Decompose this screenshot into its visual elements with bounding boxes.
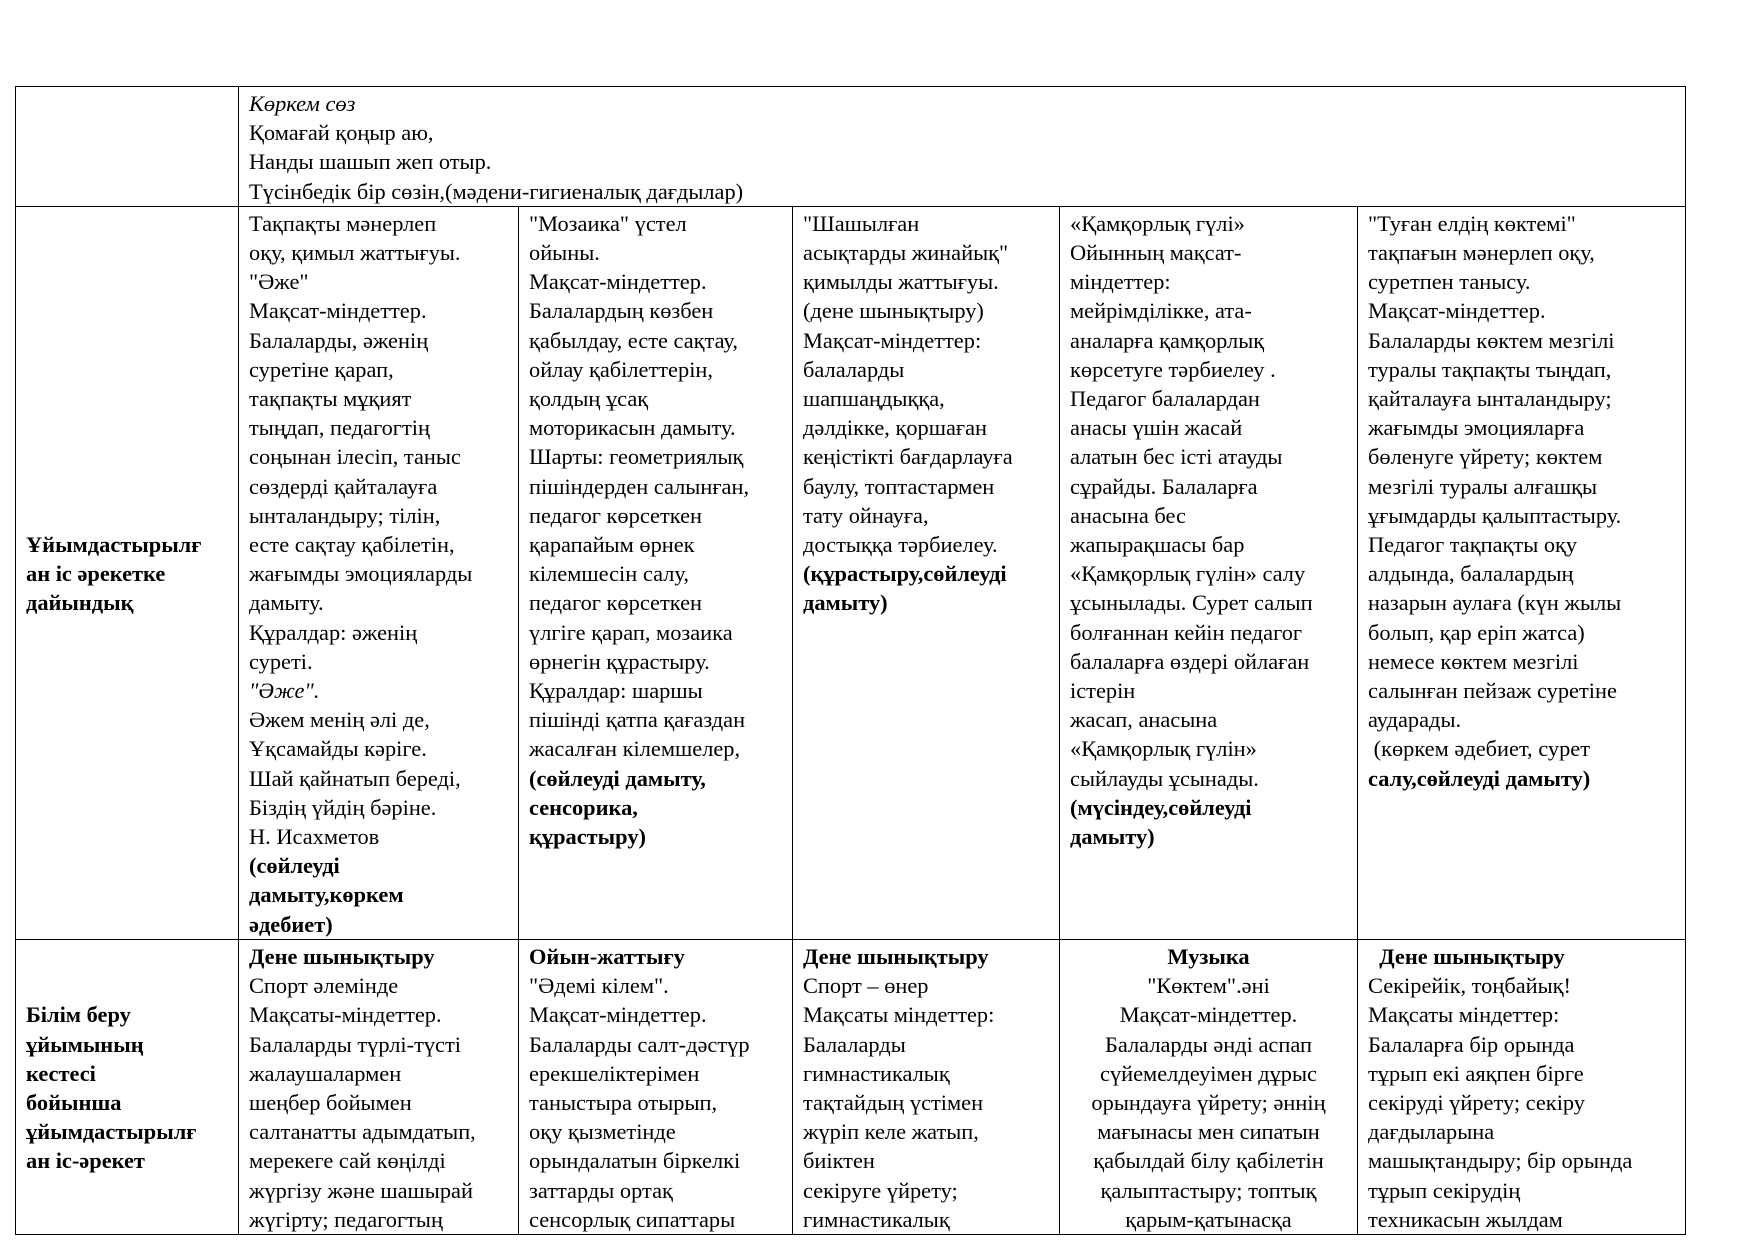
cell-text-line: Балаларды әнді аспап (1105, 1031, 1312, 1057)
cell-text-line: (құрастыру,сөйлеуді (803, 561, 1007, 587)
cell-text-line: биіктен (803, 1148, 875, 1174)
row-label-line: ұйымдастырылғ (26, 1119, 197, 1145)
cell-text-line: сенсорика, (529, 794, 638, 820)
cell-text-line: құрастыру) (529, 824, 646, 850)
cell-text-line: дамыту) (1070, 824, 1155, 850)
cell-text-line: Шарты: геометриялық (529, 444, 744, 470)
cell-text-line: Тақпақты мәнерлеп (249, 210, 437, 236)
cell-text-line: «Қамқорлық гүлін» (1070, 736, 1257, 762)
cell-text-line: "Шашылған (803, 210, 920, 236)
artistic-word-cell (239, 87, 1686, 207)
cell-text-line: жүргізу және шашырай (249, 1177, 473, 1203)
cell-text-line: Балаларды түрлі-түсті (249, 1031, 462, 1057)
cell-text-line: Мақсат-міндеттер: (803, 327, 982, 353)
cell-text-line: дамыту) (803, 590, 888, 616)
cell-text-line: қабылдау, есте сақтау, (529, 327, 738, 353)
cell-text-line: мерекеге сай көңілді (249, 1148, 446, 1174)
row-label-line: кестесі (26, 1060, 96, 1086)
cell-text-line: алатын бес істі атауды (1070, 444, 1283, 470)
cell-text-line: Педагог тақпақты оқу (1368, 532, 1578, 558)
cell-text-line: қимылды жаттығуы. (803, 269, 999, 295)
cell-text-line: қарым-қатынасқа (1125, 1206, 1292, 1232)
cell-text-line: жағымды эмоцияларға (1368, 415, 1585, 441)
prep-cell-5 (1358, 206, 1686, 939)
cell-text-line: жасалған кілемшелер, (529, 736, 741, 762)
cell-text-line: анасына бес (1070, 502, 1186, 528)
schedule-cell-1 (239, 939, 519, 1234)
cell-text-line: болғаннан кейін педагог (1070, 619, 1303, 645)
cell-text-line: достыққа тәрбиелеу. (803, 532, 998, 558)
cell-text-line: (мүсіндеу,сөйлеуді (1070, 794, 1252, 820)
cell-text-line: назарын аулаға (күн жылы (1368, 590, 1622, 616)
cell-text-line: "Әже" (249, 269, 309, 295)
cell-text-line: қарапайым өрнек (529, 532, 695, 558)
cell-text-line: заттарды ортақ (529, 1177, 673, 1203)
cell-text-line: Шай қайнатып береді, (249, 765, 461, 791)
row-label-line: Ұйымдастырылғ (26, 532, 202, 558)
cell-text-line: ойлау қабілеттерін, (529, 356, 713, 382)
cell-text-line: жағымды эмоцияларды (249, 561, 473, 587)
cell-text-line: "Туған елдің көктемі" (1368, 210, 1576, 236)
cell-text-line: үлгіге қарап, мозаика (529, 619, 733, 645)
cell-text-line: тату ойнауға, (803, 502, 929, 528)
artistic-word-title: Көркем сөз (249, 91, 356, 116)
cell-text-line: алдында, балалардың (1368, 561, 1574, 587)
cell-text-line: педагог көрсеткен (529, 502, 703, 528)
cell-text-line: жалаушалармен (249, 1060, 402, 1086)
cell-text-line: пішінді қатпа қағаздан (529, 707, 746, 733)
schedule-cell-4 (1060, 939, 1358, 1234)
row-label-line: ан іс әрекетке (26, 561, 166, 587)
cell-text-line: көрсетуге тәрбиелеу . (1070, 356, 1276, 382)
cell-text-line: мейрімділікке, ата- (1070, 298, 1252, 324)
cell-text-line: аналарға қамқорлық (1070, 327, 1265, 353)
cell-text-line: кеңістікті бағдарлауға (803, 444, 1013, 470)
cell-text-line: Балаларды (803, 1031, 906, 1057)
cell-text-line: гимнастикалық (803, 1206, 950, 1232)
cell-text-line: (дене шынықтыру) (803, 298, 984, 324)
cell-text-line: тақтайдың үстімен (803, 1089, 984, 1115)
cell-text-line: аударады. (1368, 707, 1462, 733)
cell-text-line: Музыка (1167, 943, 1250, 969)
cell-text-line: ұғымдарды қалыптастыру. (1368, 502, 1622, 528)
cell-text-line: ынталандыру; тілін, (249, 502, 441, 528)
row-label-prep (16, 206, 239, 939)
cell-text-line: тұрып секірудің (1368, 1177, 1521, 1203)
document-page (15, 86, 1685, 1235)
cell-text-line: салтанатты адымдатып, (249, 1119, 476, 1145)
cell-text-line: орындалатын біркелкі (529, 1148, 741, 1174)
cell-text-line: Біздің үйдің бәріне. (249, 794, 437, 820)
cell-text-line: пішіндерден салынған, (529, 473, 750, 499)
poem-line: Нанды шашып жеп отыр. (249, 149, 492, 175)
cell-text-line: "Мозаика" үстел (529, 210, 687, 236)
cell-text-line: Балаларды салт-дәстүр (529, 1031, 750, 1057)
cell-text-line: өрнегін құрастыру. (529, 648, 710, 674)
cell-text-line: таныстыра отырып, (529, 1089, 718, 1115)
cell-text-line: Ойынның мақсат- (1070, 240, 1242, 266)
cell-text-line: сұрайды. Балаларға (1070, 473, 1258, 499)
schedule-cell-2 (519, 939, 793, 1234)
cell-text-line: кілемшесін салу, (529, 561, 689, 587)
cell-text-line: тұрып екі аяқпен бірге (1368, 1060, 1584, 1086)
cell-text-line: дағдыларына (1368, 1119, 1495, 1145)
table-row (16, 87, 1686, 207)
cell-text-line: Балаларды, әженің (249, 327, 429, 353)
cell-text-line: соңынан ілесіп, таныс (249, 444, 461, 470)
cell-text-line: техникасын жылдам (1368, 1206, 1563, 1232)
cell-text-line: Секірейік, тоңбайық! (1368, 973, 1572, 999)
cell-text-line: есте сақтау қабілетін, (249, 532, 455, 558)
cell-text-line: тақпақты мұқият (249, 386, 412, 412)
cell-text-line: дәлдікке, қоршаған (803, 415, 988, 441)
plan-table (15, 86, 1686, 1235)
cell-text-line: оқу қызметінде (529, 1119, 676, 1145)
cell-text-line: "Әдемі кілем". (529, 973, 669, 999)
cell-text-line: бөленуге үйрету; көктем (1368, 444, 1603, 470)
cell-text-line: Дене шынықтыру (803, 943, 989, 969)
cell-text-line: Дене шынықтыру (1368, 943, 1565, 969)
cell-text-line: Әжем менің әлі де, (249, 707, 430, 733)
row-label-line: Білім беру (26, 1002, 131, 1028)
cell-text-line: орындауға үйрету; әннің (1091, 1089, 1326, 1115)
cell-text-line: Педагог балалардан (1070, 386, 1260, 412)
cell-text-line: шеңбер бойымен (249, 1089, 412, 1115)
cell-text-line: секіруге үйрету; (803, 1177, 958, 1203)
cell-text-line: Құралдар: әженің (249, 619, 418, 645)
prep-cell-4 (1060, 206, 1358, 939)
cell-text-line: Мақсат-міндеттер. (529, 269, 707, 295)
cell-text-line: туралы тақпақты тыңдап, (1368, 356, 1612, 382)
cell-text-line: қалыптастыру; топтық (1100, 1177, 1317, 1203)
prep-cell-2 (519, 206, 793, 939)
cell-text-line: болып, қар еріп жатса) (1368, 619, 1585, 645)
cell-text-line: тақпағын мәнерлеп оқу, (1368, 240, 1595, 266)
cell-text-line: жүгірту; педагогтың (249, 1206, 443, 1232)
prep-cell-3 (793, 206, 1060, 939)
cell-text-line: істерін (1070, 678, 1136, 704)
cell-text-line: баулу, топтастармен (803, 473, 995, 499)
cell-text-line: сыйлауды ұсынады. (1070, 765, 1259, 791)
cell-text-line: Балаларға бір орында (1368, 1031, 1575, 1057)
cell-text-line: сөздерді қайталауға (249, 473, 438, 499)
cell-text-line: сүйемелдеуімен дұрыс (1100, 1060, 1317, 1086)
cell-text-line: (сөйлеуді (249, 853, 340, 879)
cell-text-line: Мақсат-міндеттер. (1368, 298, 1546, 324)
cell-text-line: жапырақшасы бар (1070, 532, 1245, 558)
cell-text-line: Балаларды көктем мезгілі (1368, 327, 1615, 353)
cell-text-line: ұсынылады. Сурет салып (1070, 590, 1313, 616)
cell-text-line: немесе көктем мезгілі (1368, 648, 1579, 674)
cell-text-line: жасап, анасына (1070, 707, 1218, 733)
cell-text-line: анасы үшін жасай (1070, 415, 1243, 441)
cell-text-line: секіруді үйрету; секіру (1368, 1089, 1586, 1115)
cell-text-line: «Қамқорлық гүлін» салу (1070, 561, 1306, 587)
cell-text-line: (көркем әдебиет, сурет (1368, 736, 1590, 762)
cell-text-line: «Қамқорлық гүлі» (1070, 210, 1245, 236)
cell-text-line: суретпен танысу. (1368, 269, 1531, 295)
cell-text-line: асықтарды жинайық" (803, 240, 1009, 266)
cell-text-line: шапшаңдыққа, (803, 386, 945, 412)
cell-text-line: мағынасы мен сипатын (1097, 1119, 1320, 1145)
cell-text-line: Мақсаты-міндеттер. (249, 1002, 442, 1028)
cell-text-line: Спорт әлемінде (249, 973, 399, 999)
cell-text-line: қабылдай білу қабілетін (1093, 1148, 1324, 1174)
cell-text-line: балаларға өздері ойлаған (1070, 648, 1310, 674)
cell-text-line: Мақсат-міндеттер. (249, 298, 427, 324)
cell-text-line: Балалардың көзбен (529, 298, 714, 324)
cell-text-line: Ойын-жаттығу (529, 943, 685, 969)
cell-text-line: салу,сөйлеуді дамыту) (1368, 765, 1591, 791)
cell-text-line: Мақсат-міндеттер. (529, 1002, 707, 1028)
cell-text-line: Спорт – өнер (803, 973, 929, 999)
cell-text-line: Құралдар: шаршы (529, 678, 703, 704)
cell-text-line: әдебиет) (249, 911, 333, 937)
cell-text-line: Ұқсамайды кәріге. (249, 736, 427, 762)
schedule-cell-5 (1358, 939, 1686, 1234)
cell-text-line: суреті. (249, 648, 313, 674)
table-row (16, 939, 1686, 1234)
cell-text-line: мезгілі туралы алғашқы (1368, 473, 1598, 499)
cell-text-line: "Көктем".әні (1147, 973, 1270, 999)
cell-text-line: педагог көрсеткен (529, 590, 703, 616)
cell-text-line: балаларды (803, 356, 905, 382)
cell-text-line: ойыны. (529, 240, 600, 266)
cell-text-line: Мақсаты міндеттер: (1368, 1002, 1560, 1028)
cell-text-line: оқу, қимыл жаттығуы. (249, 240, 461, 266)
cell-text-line: жүріп келе жатып, (803, 1119, 979, 1145)
cell-text-line: суретіне қарап, (249, 356, 394, 382)
schedule-cell-3 (793, 939, 1060, 1234)
cell-text-line: "Әже". (249, 678, 320, 704)
cell-text-line: сенсорлық сипаттары (529, 1206, 736, 1232)
cell-text-line: моторикасын дамыту. (529, 415, 736, 441)
poem-line: Түсінбедік бір сөзін,(мәдени-гигиеналық дағдылар) (249, 178, 744, 204)
table-row (16, 206, 1686, 939)
row-label-schedule (16, 939, 239, 1234)
cell-text-line: салынған пейзаж суретіне (1368, 678, 1617, 704)
row-label-line: бойынша (26, 1089, 122, 1115)
row-label-line: ұйымының (26, 1031, 144, 1057)
row-label-line: ан іс-әрекет (26, 1148, 145, 1174)
cell-text-line: машықтандыру; бір орында (1368, 1148, 1633, 1174)
cell-text-line: қолдың ұсақ (529, 386, 649, 412)
cell-text-line: тыңдап, педагогтің (249, 415, 430, 441)
cell-text-line: Мақсаты міндеттер: (803, 1002, 995, 1028)
cell-text-line: дамыту. (249, 590, 324, 616)
cell-text-line: дамыту,көркем (249, 882, 404, 908)
cell-text-line: ерекшеліктерімен (529, 1060, 700, 1086)
cell-text-line: гимнастикалық (803, 1060, 950, 1086)
empty-label-cell (16, 87, 239, 207)
prep-cell-1 (239, 206, 519, 939)
cell-text-line: Дене шынықтыру (249, 943, 435, 969)
row-label-line: дайындық (26, 590, 134, 616)
cell-text-line: (сөйлеуді дамыту, (529, 765, 706, 791)
cell-text-line: қайталауға ынталандыру; (1368, 386, 1612, 412)
cell-text-line: Н. Исахметов (249, 824, 380, 850)
cell-text-line: Мақсат-міндеттер. (1119, 1002, 1298, 1028)
cell-text-line: міндеттер: (1070, 269, 1171, 295)
poem-line: Қомағай қоңыр аю, (249, 120, 434, 146)
